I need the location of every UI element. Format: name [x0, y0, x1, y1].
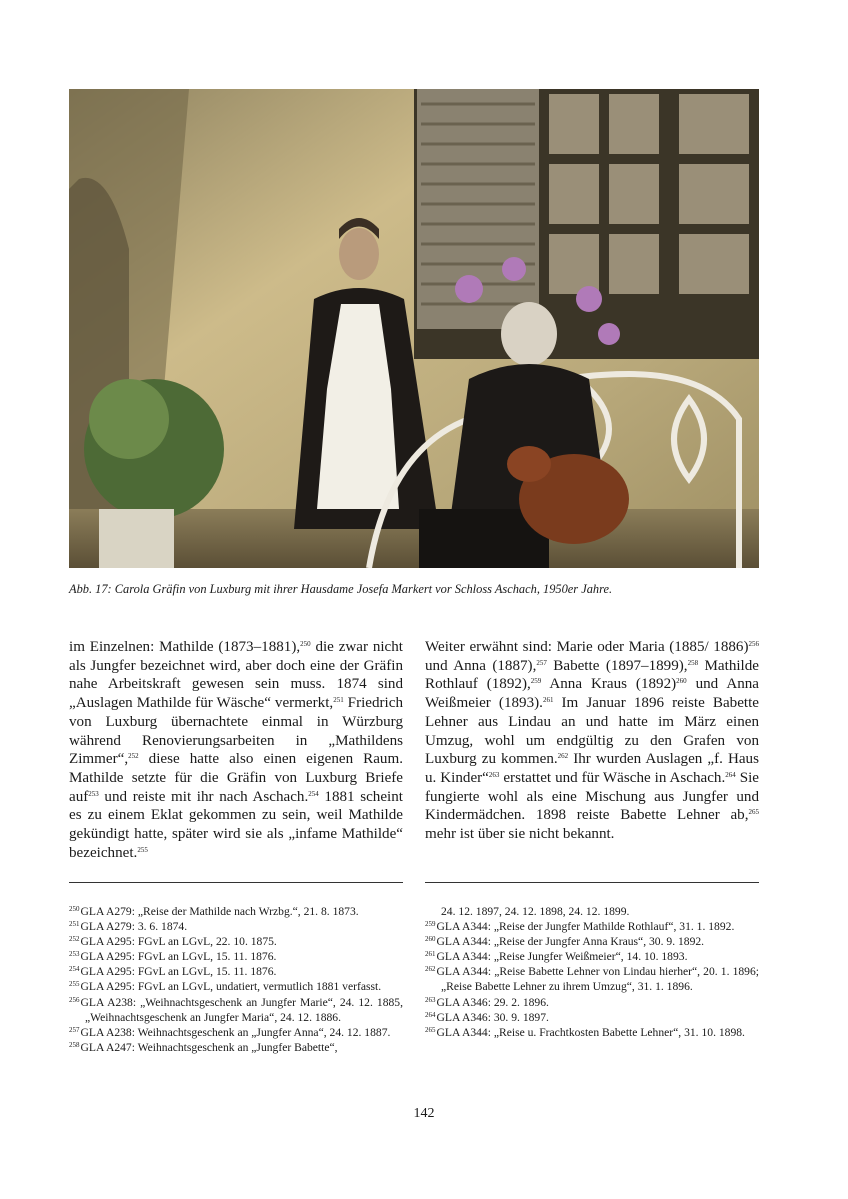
footnote-number: 259 [425, 920, 436, 929]
footnote [69, 934, 403, 949]
footnote-number: 263 [425, 995, 436, 1004]
footnote-ref: 255 [137, 845, 148, 854]
footnote-text: GLA A279: 3. 6. 1874. [80, 920, 188, 934]
footnote-text: GLA A279: „Reise der Mathilde nach Wrzbg.“, 21. 8. 1873. [80, 905, 359, 918]
footnote-ref: 254 [308, 789, 319, 798]
footnote-number: 255 [69, 980, 80, 989]
text-run: Ihr wurden Auslagen „f. Haus u. Kinder“ [425, 751, 759, 786]
footnote-text: GLA A295: FGvL an LGvL, 15. 11. 1876. [80, 950, 277, 964]
footnote-text: GLA A344: „Reise Jungfer Weißmeier“, 14. 10. 1893. [436, 950, 688, 964]
footnote-number: 257 [69, 1025, 80, 1034]
text-run: 1881 scheint es zu einem Eklat gekommen zu sein, weil Mathilde gekündigt hatte, später wird sie als „infame Mathilde“ bezeichnet. [69, 788, 403, 861]
footnote [69, 949, 403, 964]
text-run: Im Januar 1896 reiste Babette Lehner aus Lindau an und hatte im März einen Umzug, wohl um endgültig zu den Grafen von Luxburg zu kommen. [425, 695, 759, 768]
footnote-ref: 251 [333, 696, 344, 705]
footnote-ref: 259 [530, 677, 542, 686]
footnote [69, 979, 403, 994]
body-paragraph-right [425, 638, 759, 844]
figure-photo [69, 89, 759, 568]
text-run: diese hatte also einen eigenen Raum. Mathilde setzte für die Gräfin von Luxburg Briefe auf [69, 751, 403, 805]
footnote-ref: 264 [725, 770, 736, 779]
footnote-ref: 252 [128, 752, 139, 761]
footnote-text: GLA A346: 30. 9. 1897. [436, 1010, 549, 1024]
footnote [425, 934, 759, 949]
footnote [69, 904, 403, 919]
text-run: Sie fungierte wohl als eine Mischung aus Jungfer und Kindermädchen. 1898 reiste Babette Lehner ab, [425, 769, 759, 824]
footnote [425, 1025, 759, 1040]
figure-caption: Abb. 17: Carola Gräfin von Luxburg mit ihrer Hausdame Josefa Markert vor Schloss Aschach, 1950er Jahre. [69, 582, 613, 596]
body-column-left [69, 638, 403, 862]
body-column-right [425, 638, 759, 844]
text-run: und reiste mit ihr nach Aschach. [98, 788, 309, 805]
footnote-number: 265 [425, 1025, 436, 1034]
footnote-ref: 263 [488, 770, 500, 779]
footnote-ref: 253 [88, 789, 99, 798]
footnote-ref: 260 [676, 677, 687, 686]
body-paragraph-left [69, 638, 403, 862]
text-run: Friedrich von Luxburg übernachtete einmal in Würzburg während Renovierungsarbeiten in „Mathildens Zimmer“, [69, 695, 403, 768]
footnote [425, 949, 759, 964]
footnote-ref: 265 [748, 808, 759, 817]
footnote-text: GLA A295: FGvL an LGvL, 22. 10. 1875. [80, 935, 277, 949]
footnote-text: GLA A295: FGvL an LGvL, 15. 11. 1876. [80, 965, 277, 979]
footnote-ref: 257 [536, 658, 547, 667]
footnote-number: 261 [425, 950, 436, 959]
window-panes [549, 94, 749, 294]
page-number: 142 [413, 1106, 435, 1121]
footnote-number: 260 [425, 935, 436, 944]
footnote-rule-left [69, 882, 403, 883]
text-run: und Anna (1887), [425, 657, 537, 674]
footnote-number: 264 [425, 1010, 436, 1019]
footnote [425, 995, 759, 1010]
text-run: die zwar nicht als Jungfer bezeichnet wird, aber doch eine der Gräfin nahe Arbeitskraft gewesen sein muss. 1874 sind „Auslagen Mathilde für Wäsche“ vermerkt, [69, 639, 403, 712]
text-run: Weiter erwähnt sind: Marie oder Maria (1885/ 1886) [425, 639, 749, 655]
footnote-number: 256 [69, 995, 80, 1004]
footnote [425, 1010, 759, 1025]
footnote-text: GLA A238: „Weihnachtsgeschenk an Jungfer Marie“, 24. 12. 1885, „Weihnachtsgeschenk an Jungfer Maria“, 24. 12. 1886. [80, 995, 403, 1024]
footnote-text: GLA A238: Weihnachtsgeschenk an „Jungfer Anna“, 24. 12. 1887. [80, 1025, 391, 1039]
text-run: mehr ist über sie nicht bekannt. [425, 826, 615, 843]
footnote-text: GLA A344: „Reise Babette Lehner von Lindau hierher“, 20. 1. 1896; „Reise Babette Lehner zu ihrem Umzug“, 31. 1. 1896. [436, 965, 759, 994]
footnote-rule-right [425, 882, 759, 883]
footnote-number: 262 [425, 965, 436, 974]
footnote [69, 1040, 403, 1055]
footnote-ref: 261 [542, 696, 554, 705]
footnote-258-continued: 24. 12. 1897, 24. 12. 1898, 24. 12. 1899. [441, 905, 630, 918]
footnote-text: GLA A344: „Reise u. Frachtkosten Babette Lehner“, 31. 10. 1898. [436, 1025, 745, 1039]
footnote-number: 252 [69, 935, 80, 944]
photo-illustration [69, 89, 759, 568]
footnote-ref: 262 [557, 752, 569, 761]
footnote-number: 253 [69, 950, 80, 959]
text-run: im Einzelnen: Mathilde (1873–1881), [69, 639, 301, 655]
footnotes-right [425, 904, 759, 1040]
text-run: Anna Kraus (1892) [541, 676, 677, 693]
text-run: Babette (1897–1899), [546, 657, 688, 674]
footnote [69, 995, 403, 1025]
footnote [69, 964, 403, 979]
footnote-ref: 258 [687, 658, 699, 667]
footnote-number: 250 [69, 905, 80, 913]
footnote-text: GLA A344: „Reise der Jungfer Mathilde Rothlauf“, 31. 1. 1892. [436, 920, 735, 934]
text-run: erstattet und für Wäsche in Aschach. [499, 769, 726, 786]
footnote [69, 919, 403, 934]
footnote-text: GLA A346: 29. 2. 1896. [436, 995, 549, 1009]
footnotes-left [69, 904, 403, 1055]
footnote-number: 254 [69, 965, 80, 974]
footnote-text: GLA A344: „Reise der Jungfer Anna Kraus“, 30. 9. 1892. [436, 935, 705, 949]
footnote-text: GLA A247: Weihnachtsgeschenk an „Jungfer Babette“, [80, 1040, 338, 1054]
text-run: Mathilde Rothlauf (1892), [425, 657, 759, 693]
footnote-ref: 256 [748, 640, 759, 648]
footnote [425, 919, 759, 934]
footnote-number: 251 [69, 920, 80, 929]
footnote [69, 1025, 403, 1040]
footnote-ref: 250 [300, 640, 311, 648]
footnote-text: GLA A295: FGvL an LGvL, undatiert, vermutlich 1881 verfasst. [80, 980, 382, 994]
text-run: und Anna Weißmeier (1893). [425, 676, 760, 712]
footnote-number: 258 [69, 1040, 80, 1049]
footnote [425, 964, 759, 994]
